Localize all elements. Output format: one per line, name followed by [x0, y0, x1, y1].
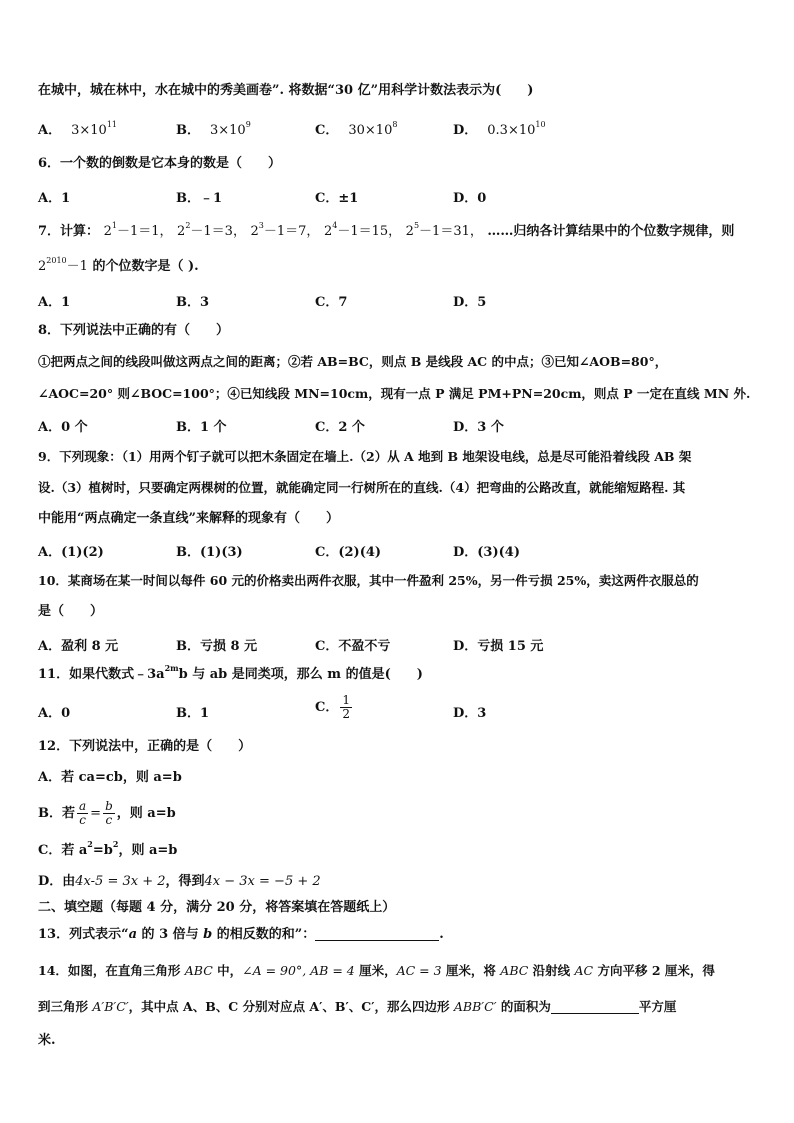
question-12-option-a[interactable]: A．若 ca=cb，则 a=b [38, 770, 182, 785]
question-5-options [38, 119, 758, 139]
question-11-options [38, 693, 758, 732]
option-b[interactable]: B．1 [176, 706, 210, 721]
question-6-options [38, 187, 758, 207]
question-7-options [38, 291, 758, 311]
option-c[interactable]: C．±1 [315, 191, 359, 206]
option-a[interactable]: A．1 [38, 295, 71, 310]
answer-blank[interactable] [315, 926, 439, 941]
option-d[interactable]: D．0 [453, 191, 487, 206]
option-c[interactable]: C．(2)(4) [315, 545, 382, 560]
option-c[interactable]: C．不盈不亏 [315, 639, 391, 654]
question-9-options [38, 541, 758, 561]
question-9-line1: 9．下列现象：（1）用两个钉子就可以把木条固定在墙上.（2）从 A 地到 B 地架设电线，总是尽可能沿着线段 AB 架 [38, 449, 692, 464]
question-12-option-d[interactable]: D．由4x-5 = 3x + 2，得到4x − 3x = −5 + 2 [38, 874, 321, 889]
question-8-line2: ∠AOC=20° 则∠BOC=100°；④已知线段 MN=10cm，现有一点 P 满足 PM+PN=20cm，则点 P 一定在直线 MN 外. [38, 386, 751, 401]
option-a[interactable]: A．(1)(2) [38, 545, 104, 560]
question-12-option-b[interactable]: B．若 $\frac{a}{c}$ = $\frac{b}{c}$ ，则 a=b [38, 799, 176, 827]
question-6-stem: 6．一个数的倒数是它本身的数是（ ） [38, 156, 282, 171]
option-a[interactable]: A．0 [38, 706, 71, 721]
option-a[interactable]: A．盈利 8 元 [38, 639, 119, 654]
question-8-options [38, 416, 758, 436]
question-12-option-c[interactable]: C．若 $a^2=b^2$，则 a=b [38, 839, 178, 858]
section-2-title: 二、填空题（每题 4 分，满分 20 分，将答案填在答题纸上） [38, 900, 396, 915]
answer-blank[interactable] [551, 999, 639, 1014]
option-c[interactable]: C．7 [315, 295, 348, 310]
option-b[interactable]: B．(1)(3) [176, 545, 243, 560]
option-b[interactable]: B． $3\times 10^9$ [176, 120, 251, 138]
option-a[interactable]: A．1 [38, 191, 71, 206]
question-13-stem: 13．列式表示“a 的 3 倍与 b 的相反数的和”： . [38, 927, 444, 942]
question-14-line1: 14．如图，在直角三角形 ABC 中，∠A = 90°, AB = 4 厘米，AC = 3 厘米，将 ABC 沿射线 AC 方向平移 2 厘米，得 [38, 963, 715, 978]
option-d[interactable]: D．3 个 [453, 420, 504, 435]
question-9-line3: 中能用“两点确定一条直线”来解释的现象有（ ） [38, 511, 339, 526]
option-c[interactable]: C．2 个 [315, 420, 365, 435]
option-d[interactable]: D．(3)(4) [453, 545, 520, 560]
option-b[interactable]: B．3 [176, 295, 210, 310]
question-7-stem-line2: $2^{2010}-1$ 的个位数字是（ ). [38, 256, 199, 274]
option-a[interactable]: A．0 个 [38, 420, 88, 435]
question-10-options [38, 635, 758, 655]
fraction: $\frac{b}{c}$ [105, 799, 113, 827]
question-11-stem: 11．如果代数式$﹣3a^{2m}b$ 与 ab 是同类项，那么 m 的值是( ) [38, 663, 423, 682]
question-14-line2: 到三角形 A′B′C′，其中点 A、B、C 分别对应点 A′、B′、C′，那么四边形 ABB′C′ 的面积为 平方厘 [38, 999, 677, 1014]
question-8-line1: ①把两点之间的线段叫做这两点之间的距离；②若 AB=BC，则点 B 是线段 AC 的中点；③已知∠AOB=80°， [38, 354, 668, 369]
option-c[interactable]: C． $\frac{1}{2}$ [315, 693, 350, 721]
question-14-line3: 米. [38, 1033, 56, 1048]
fraction: $\frac{1}{2}$ [342, 693, 350, 721]
option-d[interactable]: D．亏损 15 元 [453, 639, 544, 654]
question-8-stem: 8．下列说法中正确的有（ ） [38, 323, 230, 338]
question-7-stem-line1: 7．计算： $2^1-1=1$， $2^2-1=3$， $2^3-1=7$， $2^4-1=15$， $2^5-1=31$， ……归纳各计算结果中的个位数字规律，则 [38, 221, 735, 239]
question-10-line1: 10．某商场在某一时间以每件 60 元的价格卖出两件衣服，其中一件盈利 25%，另一件亏损 25%，卖这两件衣服总的 [38, 573, 699, 588]
option-d[interactable]: D．5 [453, 295, 487, 310]
question-9-line2: 设.（3）植树时，只要确定两棵树的位置，就能确定同一行树所在的直线.（4）把弯曲的公路改直，就能缩短路程. 其 [38, 480, 686, 495]
option-d[interactable]: D． $0.3\times 10^{10}$ [453, 120, 546, 138]
option-a[interactable]: A． $3\times 10^{11}$ [38, 120, 117, 138]
option-d[interactable]: D．3 [453, 706, 487, 721]
option-b[interactable]: B．亏损 8 元 [176, 639, 258, 654]
question-5-stem: 在城中，城在林中，水在城中的秀美画卷”. 将数据“30 亿”用科学计数法表示为( ) [38, 83, 534, 98]
option-c[interactable]: C． $30\times 10^8$ [315, 120, 398, 138]
question-10-line2: 是（ ） [38, 604, 104, 619]
question-12-stem: 12．下列说法中，正确的是（ ） [38, 739, 252, 754]
option-b[interactable]: B．﹣1 [176, 191, 223, 206]
option-b[interactable]: B．1 个 [176, 420, 227, 435]
fraction: $\frac{a}{c}$ [79, 799, 87, 827]
